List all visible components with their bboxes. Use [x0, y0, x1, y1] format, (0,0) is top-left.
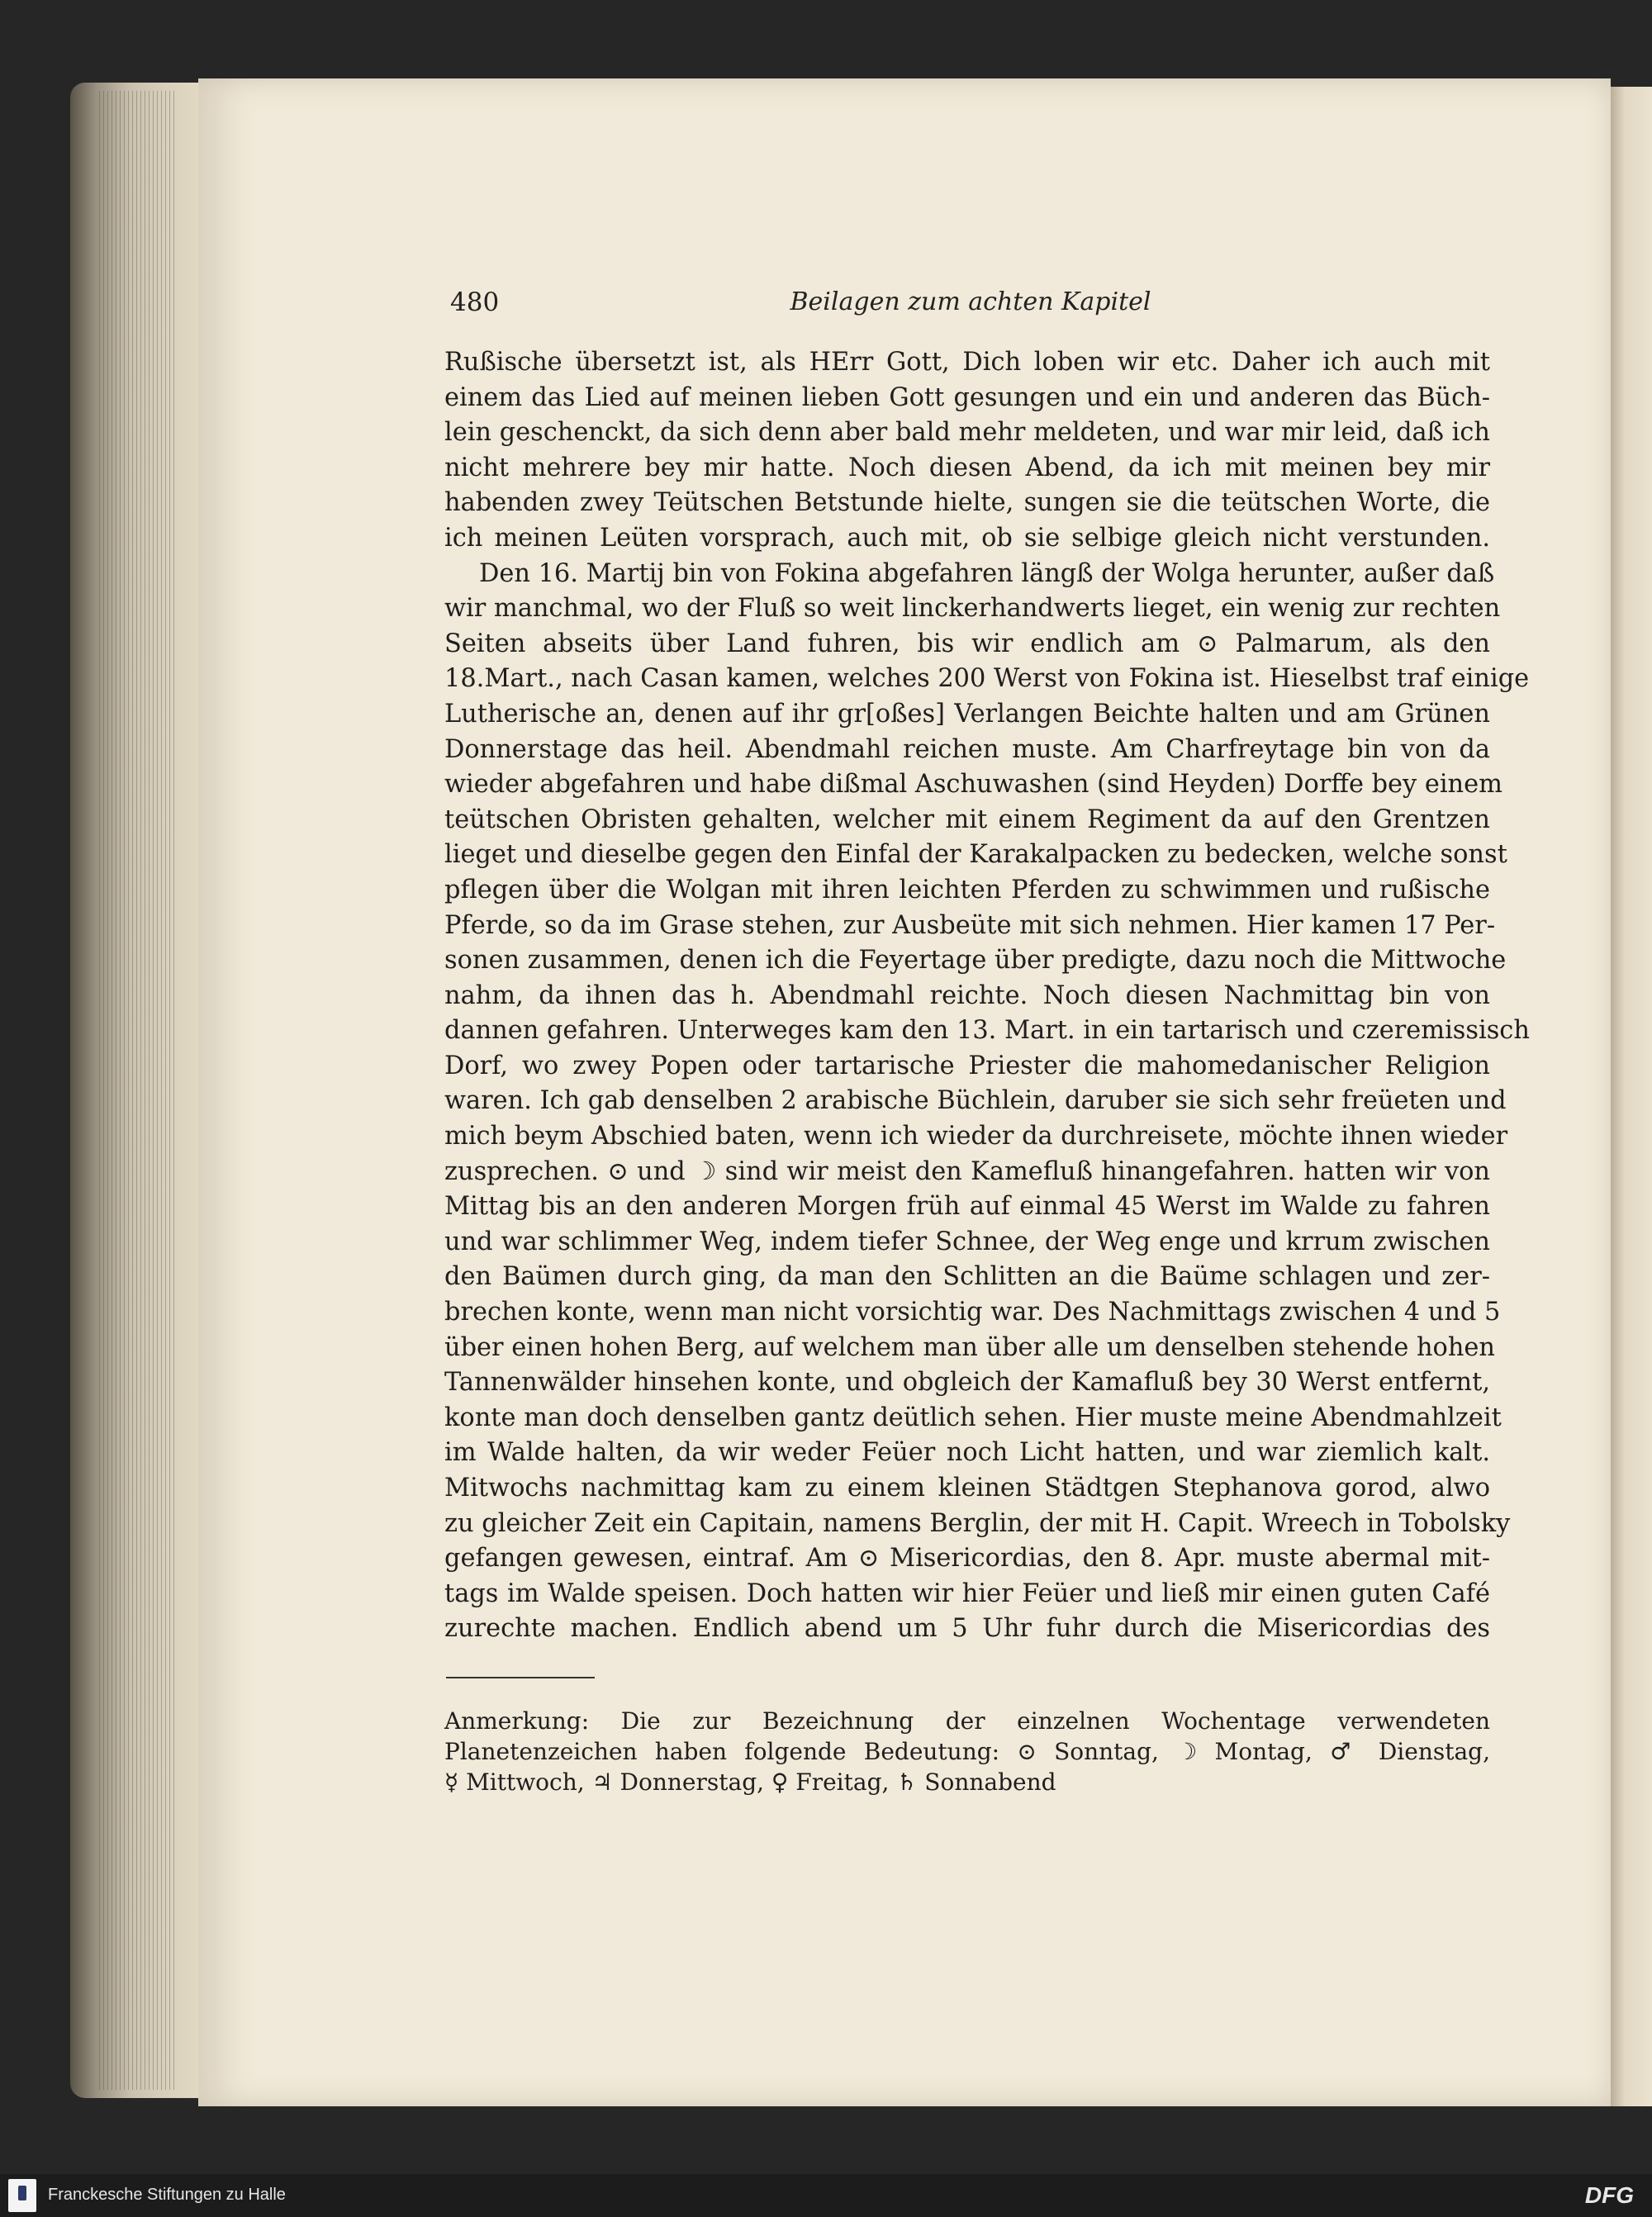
text-line: tags im Walde speisen. Doch hatten wir hier Feüer und ließ mir einen guten Café: [444, 1578, 1490, 1608]
text-line: zurechte machen. Endlich abend um 5 Uhr fuhr durch die Misericordias des: [444, 1614, 1490, 1644]
text-line: Den 16. Martij bin von Fokina abgefahren längß der Wolga herunter, außer daß: [479, 558, 1495, 588]
text-line: teütschen Obristen gehalten, welcher mit einem Regiment da auf den Grentzen: [444, 805, 1490, 834]
page-number: 480: [450, 287, 500, 317]
text-line: Dorf, wo zwey Popen oder tartarische Priester die mahomedanischer Religion: [444, 1051, 1490, 1080]
text-line: einem das Lied auf meinen lieben Gott gesungen und ein und anderen das Büch-: [444, 382, 1490, 412]
page-header: [450, 287, 1491, 324]
text-line: mich beym Abschied baten, wenn ich wieder da durchreisete, möchte ihnen wieder: [444, 1122, 1508, 1151]
text-line: habenden zwey Teütschen Betstunde hielte, sungen sie die teütschen Worte, die: [444, 488, 1490, 518]
institution-name[interactable]: Franckesche Stiftungen zu Halle: [48, 2186, 286, 2204]
text-line: Pferde, so da im Grase stehen, zur Ausbeüte mit sich nehmen. Hier kamen 17 Per-: [444, 910, 1496, 940]
text-line: lein geschenckt, da sich denn aber bald mehr meldeten, und war mir leid, daß ich: [444, 418, 1490, 448]
text-line: wir manchmal, wo der Fluß so weit linckerhandwerts lieget, ein wenig zur rechten: [444, 594, 1501, 624]
text-line: waren. Ich gab denselben 2 arabische Büchlein, daruber sie sich sehr freüeten und: [444, 1086, 1507, 1116]
text-line: Mittag bis an den anderen Morgen früh auf einmal 45 Werst im Walde zu fahren: [444, 1192, 1490, 1222]
footnote: [444, 1706, 1490, 1797]
facing-page-edge: [1611, 87, 1652, 2106]
text-line: Lutherische an, denen auf ihr gr[oßes] Verlangen Beichte halten und am Grünen: [444, 699, 1490, 729]
text-line: Mitwochs nachmittag kam zu einem kleinen Städtgen Stephanova gorod, alwo: [444, 1474, 1490, 1503]
text-line: zusprechen. ⊙ und ☽ sind wir meist den Kamefluß hinangefahren. hatten wir von: [444, 1156, 1490, 1186]
text-line: lieget und dieselbe gegen den Einfal der Karakalpacken zu bedecken, welche sonst: [444, 840, 1507, 870]
text-line: über einen hohen Berg, auf welchem man über alle um denselben stehende hohen: [444, 1332, 1495, 1362]
text-line: gefangen gewesen, eintraf. Am ⊙ Misericordias, den 8. Apr. muste abermal mit-: [444, 1544, 1490, 1574]
footnote-rule: [446, 1677, 595, 1678]
dfg-logo[interactable]: DFG: [1584, 2182, 1634, 2208]
footnote-line: ☿ Mittwoch, ♃ Donnerstag, ♀ Freitag, ♄ Sonnabend: [444, 1768, 1056, 1796]
logo-mark: [18, 2186, 26, 2200]
text-line: brechen konte, wenn man nicht vorsichtig war. Des Nachmittags zwischen 4 und 5: [444, 1298, 1501, 1327]
text-line: 18.Mart., nach Casan kamen, welches 200 Werst von Fokina ist. Hieselbst traf einige: [444, 664, 1530, 694]
text-line: im Walde halten, da wir weder Feüer noch Licht hatten, und war ziemlich kalt.: [444, 1438, 1490, 1468]
text-line: Tannenwälder hinsehen konte, und obgleich der Kamafluß bey 30 Werst entfernt,: [444, 1368, 1490, 1398]
institution-logo-icon[interactable]: [8, 2179, 36, 2212]
text-line: den Baümen durch ging, da man den Schlitten an die Baüme schlagen und zer-: [444, 1262, 1490, 1292]
footnote-line: Planetenzeichen haben folgende Bedeutung: ⊙ Sonntag, ☽ Montag, ♂ Dienstag,: [444, 1738, 1490, 1765]
text-line: sonen zusammen, denen ich die Feyertage über predigte, dazu noch die Mittwoche: [444, 946, 1507, 976]
text-line: nahm, da ihnen das h. Abendmahl reichte. Noch diesen Nachmittag bin von: [444, 980, 1490, 1010]
text-line: Donnerstage das heil. Abendmahl reichen muste. Am Charfreytage bin von da: [444, 734, 1490, 764]
text-line: Rußische übersetzt ist, als HErr Gott, Dich loben wir etc. Daher ich auch mit: [444, 348, 1490, 377]
text-line: pflegen über die Wolgan mit ihren leichten Pferden zu schwimmen und rußische: [444, 875, 1490, 904]
running-title: Beilagen zum achten Kapitel: [790, 287, 1151, 316]
viewer-footer-bar: [0, 2174, 1652, 2217]
text-line: wieder abgefahren und habe dißmal Aschuwashen (sind Heyden) Dorffe bey einem: [444, 770, 1502, 800]
text-line: nicht mehrere bey mir hatte. Noch diesen Abend, da ich mit meinen bey mir: [444, 453, 1490, 482]
footnote-line: Anmerkung: Die zur Bezeichnung der einzelnen Wochentage verwendeten: [444, 1707, 1490, 1735]
page-stack: [99, 91, 178, 2090]
text-line: Seiten abseits über Land fuhren, bis wir endlich am ⊙ Palmarum, als den: [444, 629, 1490, 658]
text-line: zu gleicher Zeit ein Capitain, namens Berglin, der mit H. Capit. Wreech in Tobolsky: [444, 1508, 1511, 1538]
text-line: konte man doch denselben gantz deütlich sehen. Hier muste meine Abendmahlzeit: [444, 1403, 1502, 1432]
main-text: [444, 345, 1530, 1647]
text-line: ich meinen Leüten vorsprach, auch mit, ob sie selbige gleich nicht verstunden.: [444, 523, 1490, 553]
text-line: und war schlimmer Weg, indem tiefer Schnee, der Weg enge und krrum zwischen: [444, 1227, 1490, 1256]
text-line: dannen gefahren. Unterweges kam den 13. Mart. in ein tartarisch und czeremissisch: [444, 1016, 1530, 1046]
